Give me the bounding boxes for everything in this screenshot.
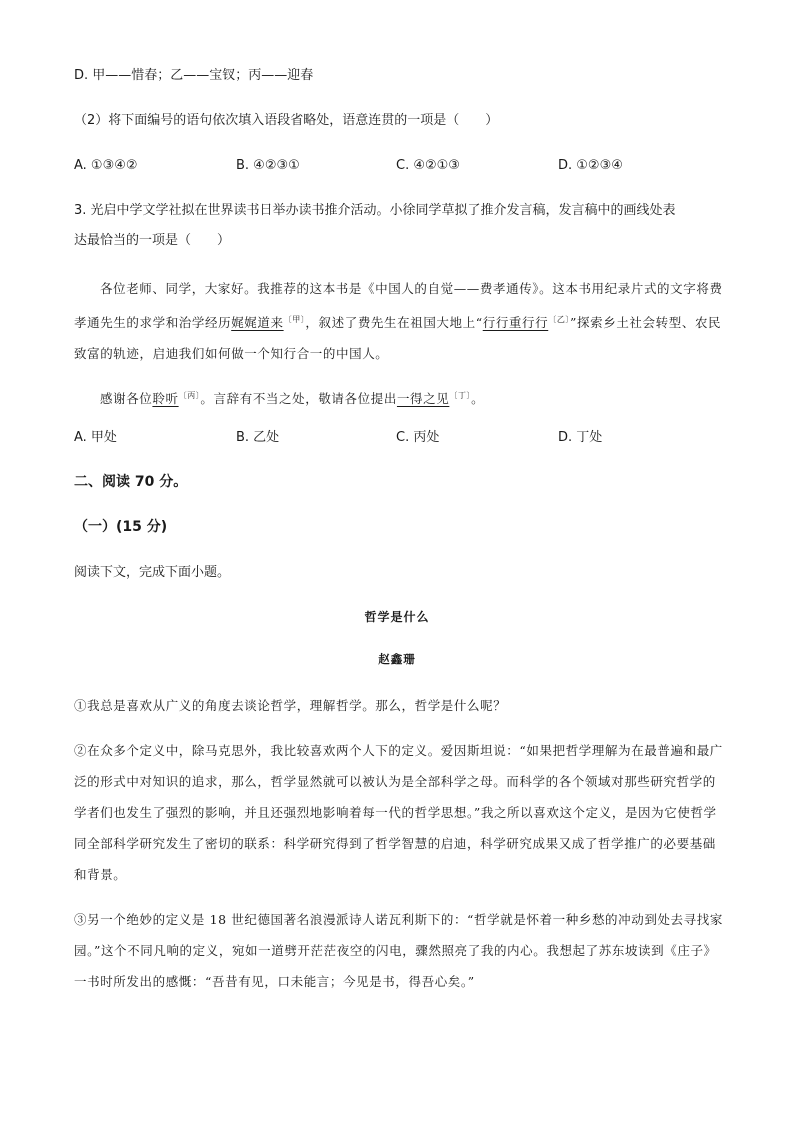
q2-option-a: A. ①③④②	[74, 158, 138, 173]
q3-passage-para1	[74, 273, 724, 369]
q2-stem: （2）将下面编号的语句依次填入语段省略处，语意连贯的一项是（ ）	[74, 113, 499, 128]
q3-underline-ding: 一得之见	[396, 391, 450, 406]
article-author: 赵鑫珊	[378, 652, 416, 666]
q1-option-d: D. 甲——惜春；乙——宝钗；丙——迎春	[74, 68, 314, 83]
article-para3: ③另一个绝妙的定义是 18 世纪德国著名浪漫派诗人诺瓦利斯下的：“哲学就是怀着一种乡愁的冲动到处去寻找家园。”这个不同凡响的定义，宛如一道劈开茫茫夜空的闪电，骤然照亮了我的内心。我想起了苏东坡读到《庄子》一书时所发出的感慨：“吾昔有见，口未能言；今见是书，得吾心矣。”	[74, 912, 723, 989]
q3-stem-line1: 3. 光启中学文学社拟在世界读书日举办读书推介活动。小徐同学草拟了推介发言稿，发言稿中的画线处表	[74, 203, 676, 218]
q3-option-b: B. 乙处	[236, 430, 280, 445]
q3-p2-text-b: 。言辞有不当之处，敬请各位提出	[200, 391, 397, 406]
q3-underline-bing: 聆听	[152, 391, 179, 406]
q3-option-c: C. 丙处	[396, 430, 440, 445]
q3-underline-jia: 娓娓道来	[231, 315, 284, 330]
q3-p2-text-a: 感谢各位	[100, 391, 153, 406]
q3-mark-yi: 〔乙〕	[548, 315, 571, 324]
q3-passage-para2	[74, 380, 724, 414]
q3-p1-text-c: ”探索乡土社会转型、农民致富的轨迹，启迪我们如何做一个知行合一的中国人。	[74, 315, 722, 361]
q3-stem-line2: 达最恰当的一项是（ ）	[74, 233, 231, 248]
q3-mark-ding: 〔丁〕	[449, 391, 472, 400]
q3-p2-text-c: 。	[471, 391, 485, 406]
subsection-heading-1: （一）(15 分)	[74, 519, 168, 535]
q3-option-a: A. 甲处	[74, 430, 117, 445]
q3-p1-text-a: 各位老师、同学，大家好。我推荐的这本书是《中国人的自觉——费孝通传》。这本书用纪录片式的文字将费孝通先生的求学和治学经历	[74, 281, 723, 330]
q3-mark-bing: 〔丙〕	[178, 391, 201, 400]
article-para2: ②在众多个定义中，除马克思外，我比较喜欢两个人下的定义。爱因斯坦说：“如果把哲学理解为在最普遍和最广泛的形式中对知识的追求，那么，哲学显然就可以被认为是全部科学之母。而科学的各个领域对那些研究哲学的学者们也发生了强烈的影响，并且还强烈地影响着每一代的哲学思想。”我之所以喜欢这个定义，是因为它使哲学同全部科学研究发生了密切的联系：科学研究得到了哲学智慧的启迪，科学研究成果又成了哲学推广的必要基础和背景。	[74, 743, 723, 882]
section-heading-reading: 二、阅读 70 分。	[74, 474, 188, 490]
reading-instruction: 阅读下文，完成下面小题。	[74, 565, 231, 580]
q2-option-d: D. ①②③④	[558, 158, 623, 173]
article-title: 哲学是什么	[364, 610, 430, 624]
article-para1: ①我总是喜欢从广义的角度去谈论哲学，理解哲学。那么，哲学是什么呢？	[74, 698, 507, 713]
q2-option-b: B. ④②③①	[236, 158, 300, 173]
q3-mark-jia: 〔甲〕	[283, 315, 306, 324]
q3-underline-yi: 行行重行行	[482, 315, 549, 330]
q3-option-d: D. 丁处	[558, 430, 603, 445]
q3-p1-text-b: ，叙述了费先生在祖国大地上“	[305, 315, 483, 330]
q2-option-c: C. ④②①③	[396, 158, 460, 173]
